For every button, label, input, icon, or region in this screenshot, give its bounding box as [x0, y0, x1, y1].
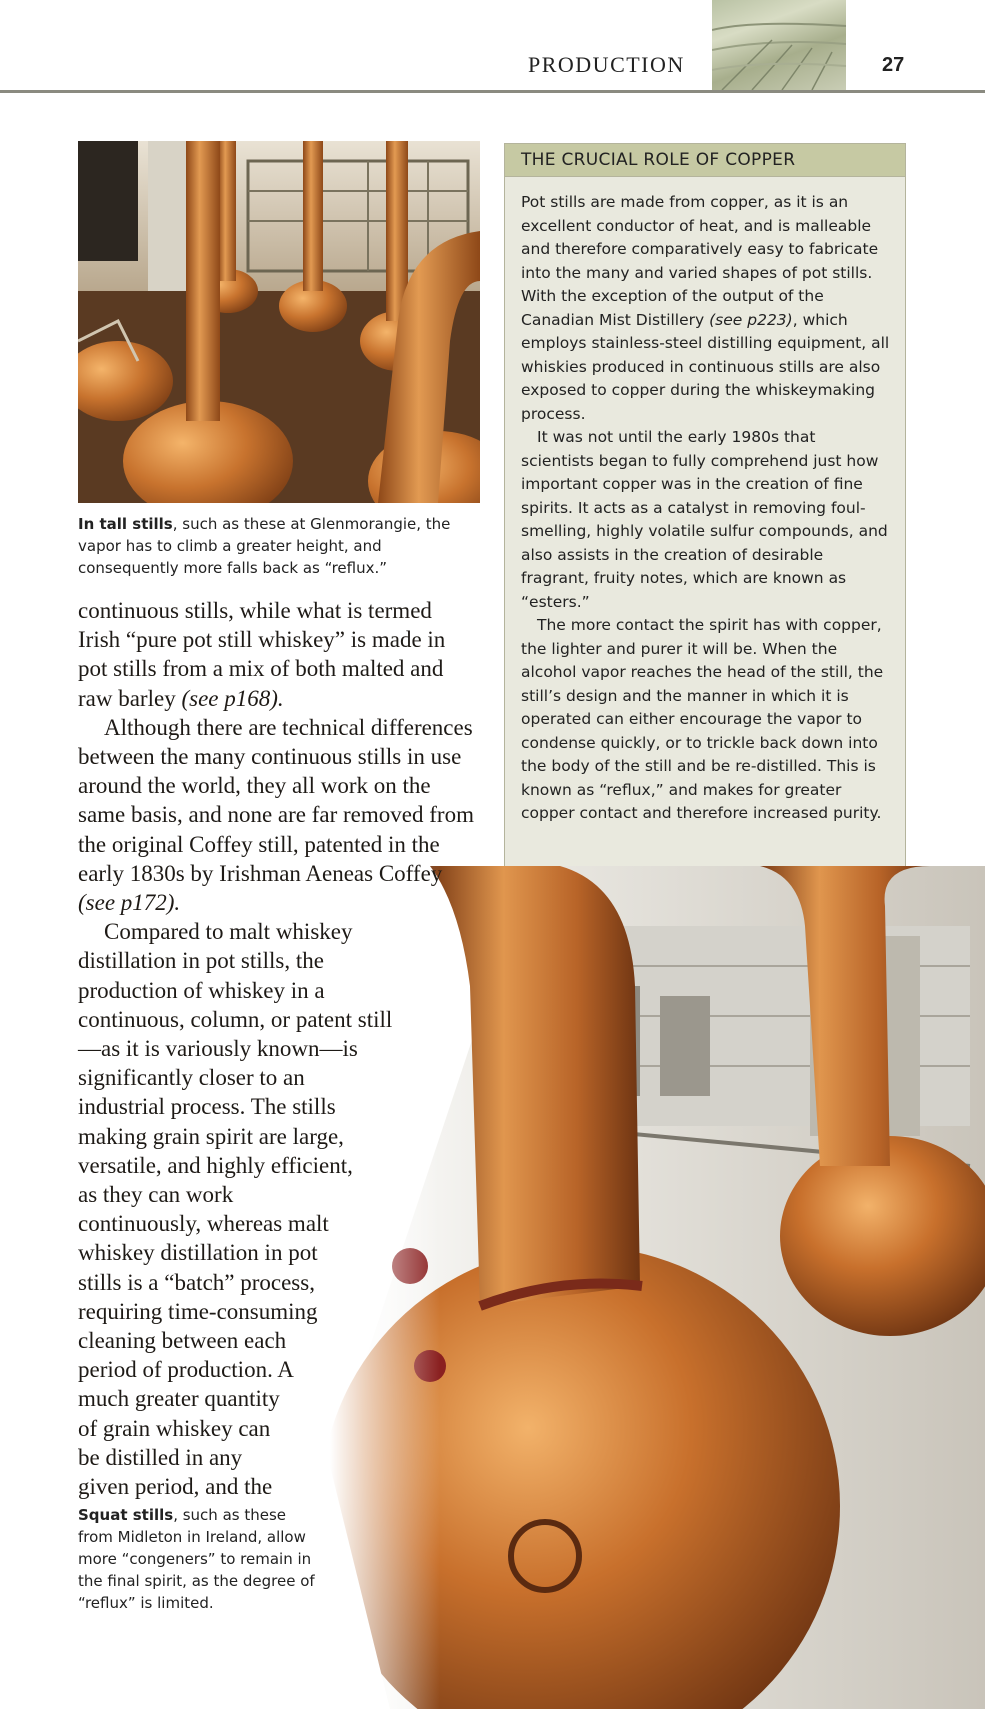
body-paragraph-1-ref: (see p168). — [181, 685, 284, 711]
squat-stills-caption — [78, 1504, 318, 1614]
body-paragraph-3-line: continuous, column, or patent still — [78, 1006, 393, 1032]
sidebar-paragraph-2: It was not until the early 1980s that scientists began to fully comprehend just how important copper was in the creation of fine spirits. It acts as a catalyst in removing foul-smelling, highly volatile sulfur compounds, and also assists in the creation of desirable fragrant, fruity notes, which are known as “esters.” — [521, 428, 888, 611]
sidebar-paragraph-3: The more contact the spirit has with copper, the lighter and purer it will be. When the alcohol vapor reaches the head of the still, the still’s design and the manner in which it is operated can either encourage the vapor to condense quickly, or to trickle back down into the body of the still and be re-distilled. This is known as “reflux,” and makes for greater copper contact and therefore increased purity. — [521, 616, 884, 822]
body-paragraph-2 — [78, 713, 478, 917]
sidebar-paragraph-1-ref: (see p223) — [709, 310, 793, 329]
body-paragraph-3-line: production of whiskey in a — [78, 977, 325, 1003]
body-paragraph-3-line: requiring time-consuming — [78, 1298, 318, 1324]
body-paragraph-1-text: continuous stills, while what is termed Irish “pure pot still whiskey” is made in pot stills from a mix of both malted and raw barley — [78, 598, 446, 711]
body-paragraph-3-line: as they can work — [78, 1182, 234, 1208]
copper-sidebar-box — [504, 143, 906, 867]
body-paragraph-3-line: versatile, and highly efficient, — [78, 1152, 353, 1178]
body-paragraph-3-line: Compared to malt whiskey — [104, 919, 353, 945]
body-paragraph-3-line: industrial process. The stills — [78, 1094, 336, 1120]
sidebar-title: THE CRUCIAL ROLE OF COPPER — [505, 144, 905, 177]
tall-stills-caption — [78, 513, 478, 579]
body-paragraph-3-line: cleaning between each — [78, 1328, 287, 1354]
body-paragraph-2-ref: (see p172). — [78, 890, 181, 916]
body-paragraph-3-line: making grain spirit are large, — [78, 1123, 344, 1149]
sidebar-paragraph-1-rest: , which employs stainless-steel distilling equipment, all whiskies produced in continuous stills are also exposed to copper during the whiskeymaking process. — [521, 310, 890, 423]
sidebar-paragraph-1-text: Pot stills are made from copper, as it is an excellent conductor of heat, and is malleable and therefore comparatively easy to fabricate into the many and varied shapes of pot stills. With the exception of the output of the Canadian Mist Distillery — [521, 193, 879, 329]
squat-stills-caption-text: , such as these from Midleton in Ireland, allow more “congeners” to remain in the final spirit, as the degree of “reflux” is limited. — [78, 1506, 315, 1612]
body-paragraph-3 — [78, 917, 478, 1501]
body-paragraph-3-line: of grain whiskey can — [78, 1415, 271, 1441]
body-paragraph-1 — [78, 596, 478, 713]
body-paragraph-3-line: continuously, whereas malt — [78, 1211, 329, 1237]
body-paragraph-3-line: whiskey distillation in pot — [78, 1240, 318, 1266]
tall-stills-caption-text: , such as these at Glenmorangie, the vapor has to climb a greater height, and consequently more falls back as “reflux.” — [78, 515, 451, 577]
header-landscape-thumbnail — [712, 0, 846, 90]
body-paragraph-3-line: given period, and the — [78, 1474, 273, 1500]
main-body-text — [78, 596, 478, 1501]
body-paragraph-3-line: be distilled in any — [78, 1444, 243, 1470]
running-head-section: PRODUCTION — [528, 52, 685, 77]
squat-stills-caption-lead: Squat stills — [78, 1506, 174, 1524]
body-paragraph-3-line: significantly closer to an — [78, 1065, 305, 1091]
body-paragraph-3-line: —as it is variously known—is — [78, 1036, 358, 1062]
sidebar-body — [505, 177, 905, 826]
tall-stills-caption-lead: In tall stills — [78, 515, 173, 533]
body-paragraph-3-line: stills is a “batch” process, — [78, 1269, 315, 1295]
body-paragraph-3-line: period of production. A — [78, 1357, 294, 1383]
tall-stills-photo — [78, 141, 480, 503]
sidebar-paragraph-1 — [521, 191, 891, 426]
body-paragraph-2-text: Although there are technical differences between the many continuous stills in use around the world, they all work on the same basis, and none are far removed from the original Coffey still, patented in the early 1830s by Irishman Aeneas Coffey — [78, 714, 474, 886]
body-paragraph-3-line: much greater quantity — [78, 1386, 280, 1412]
body-paragraph-3-line: distillation in pot stills, the — [78, 948, 324, 974]
header-rule — [0, 90, 985, 93]
page-number: 27 — [882, 54, 905, 76]
